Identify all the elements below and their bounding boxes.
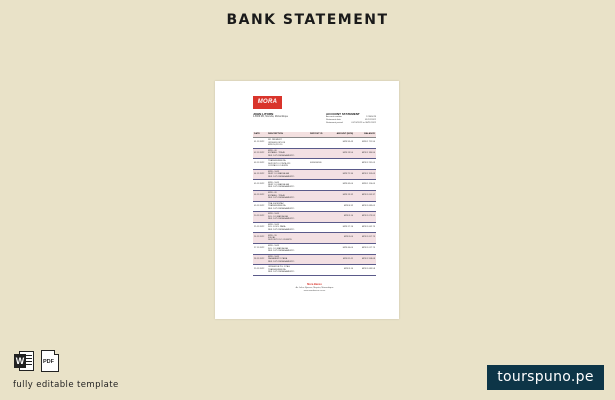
cell-date: 01.11.2022 bbox=[254, 141, 265, 143]
description-line: REF. 1475 REPAGAMENTO bbox=[268, 260, 295, 263]
statement-footer bbox=[253, 283, 376, 292]
cell-amount: MZN 9.10 bbox=[343, 215, 353, 218]
cell-reference bbox=[310, 223, 332, 233]
cell-description bbox=[268, 265, 310, 275]
description-line: PAGAMENTO PARA bbox=[268, 258, 288, 261]
cell-amount bbox=[332, 159, 354, 169]
summary-label: Statement period bbox=[326, 121, 343, 124]
cell-balance: MZN 1 089.58 bbox=[361, 268, 375, 271]
cell-balance: MZN 1 017.79 bbox=[361, 246, 375, 249]
column-header-date: DATE bbox=[254, 133, 260, 135]
cell-date: 04.11.2022 bbox=[254, 172, 265, 175]
cell-description bbox=[268, 255, 310, 265]
cell-reference bbox=[310, 149, 332, 159]
description-line: MZN - 1045 bbox=[268, 170, 279, 173]
footer-bank-name: Mora Banco bbox=[307, 283, 322, 286]
description-line: ORDEM E SPLUS bbox=[268, 141, 286, 144]
cell-description bbox=[268, 180, 310, 190]
cell-description bbox=[268, 212, 310, 222]
bank-logo: MORA bbox=[253, 96, 282, 109]
summary-label: Statement date bbox=[326, 118, 341, 121]
cell-reference bbox=[310, 202, 332, 212]
description-line: REF. 1475 REPAGAMENTO bbox=[268, 196, 295, 199]
cell-reference: 0099090909 bbox=[310, 162, 322, 165]
description-line: REF. 1475 REPAGAMENTO bbox=[268, 207, 295, 210]
summary-value: 01/12/2022 bbox=[365, 118, 376, 121]
description-line: REST. DO MAR ALMA bbox=[268, 173, 289, 176]
cell-date: 06.11.2022 bbox=[254, 193, 265, 196]
cell-reference bbox=[310, 255, 332, 265]
summary-label: Account number bbox=[326, 116, 342, 118]
description-line: MZN - 09 bbox=[268, 149, 277, 152]
cell-balance: MZN 1 231.03 bbox=[361, 162, 375, 165]
cell-amount: MZN 9.10 bbox=[343, 268, 353, 271]
table-row bbox=[253, 233, 376, 244]
description-line: REF. 1475 REPAGAMENTO bbox=[268, 154, 295, 157]
cell-date: 03.11.2022 bbox=[254, 162, 265, 165]
format-icons bbox=[13, 350, 60, 372]
summary-value: 01/11/2022 to 30/11/2022 bbox=[351, 121, 376, 124]
description-line: REF. 1475 REPAGAMENTO bbox=[268, 175, 295, 178]
cell-balance: MZN 1 079.95 bbox=[361, 215, 375, 218]
cell-balance: MZN 1 180.90 bbox=[361, 151, 375, 154]
column-header-amount: AMOUNT (MZN) bbox=[336, 133, 353, 135]
account-summary bbox=[326, 112, 376, 124]
table-row bbox=[253, 159, 376, 170]
description-line: REF. 1475 REPAGAMENTO bbox=[268, 249, 295, 252]
cell-balance: MZN 1 159.69 bbox=[361, 172, 375, 175]
holder-name: JOHN LITORN bbox=[253, 112, 274, 116]
description-line: REF. 1475 REPAGAMENTO bbox=[268, 186, 295, 189]
table-row bbox=[253, 138, 376, 149]
table-row bbox=[253, 244, 376, 255]
description-line: MZN - 1045 bbox=[268, 255, 279, 258]
cell-reference bbox=[310, 265, 332, 275]
footer-website: www.morabanco.co.mz bbox=[303, 289, 326, 292]
cell-date: 20.11.2022 bbox=[254, 215, 265, 218]
brand-badge: tourspuno.pe bbox=[487, 365, 604, 390]
description-line: REF. 1475 REPAGAMENTO bbox=[268, 228, 295, 231]
cell-reference bbox=[310, 233, 332, 243]
description-line: REF. 1475 REPAGAMENTO bbox=[268, 271, 295, 274]
cell-description bbox=[268, 170, 310, 180]
description-line: REST. DO MAR ALMA bbox=[268, 183, 289, 186]
cell-date: 02.11.2022 bbox=[254, 151, 265, 154]
account-summary-heading: ACCOUNT STATEMENT bbox=[326, 112, 360, 116]
cell-date: 26.11.2022 bbox=[254, 236, 265, 239]
cell-balance: MZN 1 057.79 bbox=[361, 236, 375, 239]
cell-description bbox=[268, 149, 310, 159]
table-row bbox=[253, 223, 376, 234]
description-line: REF. 1475 REPAGAMENTO bbox=[268, 218, 295, 221]
description-line: MZN - 09 bbox=[268, 192, 277, 195]
cell-reference bbox=[310, 212, 332, 222]
cell-date: 29.11.2022 bbox=[254, 268, 265, 271]
cell-description bbox=[268, 223, 310, 233]
description-line: DEPOSITO DO CLIENTE bbox=[268, 239, 292, 242]
editable-template-caption: fully editable template bbox=[13, 380, 119, 390]
cell-amount: MZN 5.00 bbox=[343, 236, 353, 239]
table-row bbox=[253, 191, 376, 202]
description-line: SOL. E SOL PARA bbox=[268, 226, 286, 229]
description-line: FISCAL bbox=[268, 236, 276, 239]
table-row bbox=[253, 180, 376, 191]
cell-balance: MZN 1 095.37 bbox=[361, 193, 375, 196]
cell-amount: MZN 13.50 bbox=[342, 151, 353, 154]
cell-reference bbox=[310, 191, 332, 201]
description-line: MZN - 1045 bbox=[268, 245, 279, 248]
description-line: TRA. EM ESPAC bbox=[268, 202, 284, 205]
cell-reference bbox=[310, 138, 332, 148]
cell-amount: MZN 45.00 bbox=[342, 183, 353, 186]
cell-description bbox=[268, 233, 310, 243]
word-icon-letter: W bbox=[15, 356, 25, 366]
description-line: ORDEM DE PG. 1 PAG bbox=[268, 266, 290, 269]
cell-date: 25.11.2022 bbox=[254, 225, 265, 228]
description-line: TRANSFERENCIA bbox=[268, 205, 286, 208]
table-row bbox=[253, 212, 376, 223]
cell-balance: MZN 1 062.79 bbox=[361, 225, 375, 228]
column-header-reference: DEPOSIT ID bbox=[310, 133, 323, 135]
statement-document bbox=[215, 81, 399, 319]
cell-balance: MZN 1 711.90 bbox=[361, 141, 375, 143]
description-line: TRANSFERENCIA bbox=[268, 160, 286, 163]
cell-description bbox=[268, 138, 310, 148]
cell-description bbox=[268, 244, 310, 254]
pdf-icon-label: PDF bbox=[43, 359, 54, 365]
cell-amount: MZN 6.32 bbox=[343, 204, 353, 207]
cell-description bbox=[268, 191, 310, 201]
table-row bbox=[253, 265, 376, 276]
column-header-balance: BALANCE bbox=[364, 133, 375, 135]
table-body bbox=[253, 138, 376, 276]
cell-reference bbox=[310, 170, 332, 180]
cell-amount: MZN 99.43 bbox=[342, 141, 353, 143]
pdf-file-icon bbox=[40, 350, 60, 372]
cell-description bbox=[268, 159, 310, 169]
account-holder bbox=[253, 112, 323, 119]
description-line: SR. PAYMENT bbox=[268, 139, 282, 142]
cell-date: 09.11.2022 bbox=[254, 204, 265, 207]
transactions-table bbox=[253, 132, 376, 276]
cell-reference bbox=[310, 244, 332, 254]
description-line: MZN - 99 bbox=[268, 234, 277, 237]
cell-reference bbox=[310, 180, 332, 190]
description-line: MZN 54,213.10 bbox=[268, 144, 283, 146]
description-line: TRANSFERENCIA bbox=[268, 268, 286, 271]
cell-description bbox=[268, 202, 310, 212]
account-summary-row bbox=[326, 122, 376, 125]
summary-value: 12345678 bbox=[366, 116, 376, 118]
description-line: DEPOSITO CONTA 123 bbox=[268, 162, 291, 165]
description-line: CONTA DO CLIENTE bbox=[268, 165, 289, 168]
description-line: ESTABEL. TRAJE bbox=[268, 152, 285, 155]
column-header-description: DESCRIPTION bbox=[268, 133, 283, 135]
cell-balance: MZN 1 089.05 bbox=[361, 204, 375, 207]
word-file-icon bbox=[13, 350, 35, 372]
cell-amount: MZN 40.00 bbox=[342, 246, 353, 249]
table-row bbox=[253, 170, 376, 181]
cell-amount: MZN 19.32 bbox=[342, 193, 353, 196]
description-line: MZN - 1045 bbox=[268, 213, 279, 216]
cell-balance: MZN 1 114.69 bbox=[361, 183, 375, 186]
holder-address: 4-8609 RD, Mocuba, Mozambique bbox=[253, 116, 288, 118]
cell-balance: MZN 1 998.68 bbox=[361, 257, 375, 260]
page-title: BANK STATEMENT bbox=[226, 12, 389, 28]
description-line: ESTABEL. TRAJE bbox=[268, 194, 285, 197]
description-line: MZN - 1045 bbox=[268, 181, 279, 184]
cell-amount: MZN 71.34 bbox=[342, 172, 353, 175]
description-line: SOL. DO MAR ALMA bbox=[268, 247, 288, 250]
cell-date: 27.11.2022 bbox=[254, 246, 265, 249]
cell-amount: MZN 19.11 bbox=[342, 257, 353, 260]
description-line: MZN - 1045 bbox=[268, 223, 279, 226]
footer-address: Av. Julius Nyerere, Maputo, Mozambique bbox=[295, 286, 334, 289]
cell-amount: MZN 17.16 bbox=[342, 225, 353, 228]
cell-date: 05.11.2022 bbox=[254, 183, 265, 186]
cell-date: 28.11.2022 bbox=[254, 257, 265, 260]
description-line: SOL. DO MAR ALMA bbox=[268, 215, 288, 218]
